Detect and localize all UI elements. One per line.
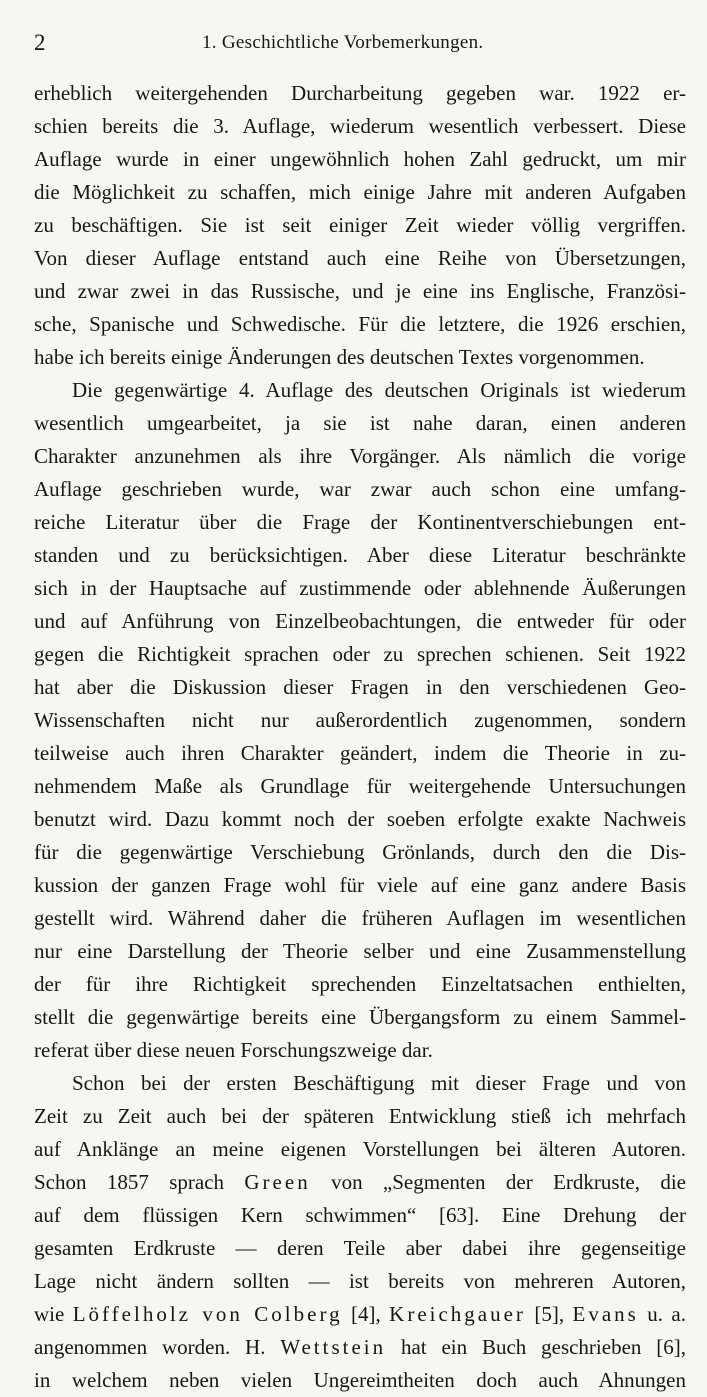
author-name: Evans	[572, 1302, 639, 1326]
text-run: von „Segmenten der Erdkruste, die	[310, 1170, 686, 1194]
author-name: Wettstein	[280, 1335, 387, 1359]
text-line: sche, Spanische und Schwedische. Für die letztere, die 1926 erschien,	[34, 312, 686, 336]
text-line: auf Anklänge an meine eigenen Vorstellungen bei älteren Autoren.	[34, 1137, 686, 1161]
text-line: gegen die Richtigkeit sprachen oder zu sprechen schienen. Seit 1922	[34, 642, 686, 666]
text-line: sich in der Hauptsache auf zustimmende oder ablehnende Äußerungen	[34, 576, 686, 600]
text-line: Zeit zu Zeit auch bei der späteren Entwicklung stieß ich mehrfach	[34, 1104, 686, 1128]
text-line: und auf Anführung von Einzelbeobachtungen, die entweder für oder	[34, 609, 686, 633]
page-number: 2	[34, 30, 46, 55]
page-header	[34, 30, 685, 60]
author-name: Kreichgauer	[389, 1302, 526, 1326]
text-line: in welchem neben vielen Ungereimtheiten doch auch Ahnungen	[34, 1368, 686, 1392]
text-line: Auflage wurde in einer ungewöhnlich hohen Zahl gedruckt, um mir	[34, 147, 686, 171]
text-line: reiche Literatur über die Frage der Kontinentverschiebungen ent-	[34, 510, 686, 534]
text-line: hat aber die Diskussion dieser Fragen in den verschiedenen Geo-	[34, 675, 686, 699]
text-line: zu beschäftigen. Sie ist seit einiger Zeit wieder völlig vergriffen.	[34, 213, 686, 237]
text-run: wie	[34, 1302, 73, 1326]
text-line: nehmendem Maße als Grundlage für weitergehende Untersuchungen	[34, 774, 686, 798]
text-line: habe ich bereits einige Änderungen des deutschen Textes vorgenommen.	[34, 345, 645, 369]
text-line: kussion der ganzen Frage wohl für viele auf eine ganz andere Basis	[34, 873, 686, 897]
text-run: Schon 1857 sprach	[34, 1170, 245, 1194]
text-run: u. a.	[638, 1302, 686, 1326]
text-line: der für ihre Richtigkeit sprechenden Einzeltatsachen enthielten,	[34, 972, 686, 996]
text-line: Schon bei der ersten Beschäftigung mit dieser Frage und von	[72, 1071, 686, 1095]
text-line: nur eine Darstellung der Theorie selber und eine Zusammenstellung	[34, 939, 686, 963]
text-line	[34, 1298, 686, 1331]
text-run: angenommen worden. H.	[34, 1335, 281, 1359]
text-line: erheblich weitergehenden Durcharbeitung gegeben war. 1922 er-	[34, 81, 686, 105]
text-line: Auflage geschrieben wurde, war zwar auch schon eine umfang-	[34, 477, 686, 501]
text-line: und zwar zwei in das Russische, und je eine ins Englische, Französi-	[34, 279, 686, 303]
text-line: benutzt wird. Dazu kommt noch der soeben erfolgte exakte Nachweis	[34, 807, 686, 831]
text-line	[34, 1331, 686, 1364]
text-line: referat über diese neuen Forschungszweige dar.	[34, 1038, 433, 1062]
text-line: wesentlich umgearbeitet, ja sie ist nahe daran, einen anderen	[34, 411, 686, 435]
body-text	[34, 77, 686, 1397]
text-line: für die gegenwärtige Verschiebung Grönlands, durch den die Dis-	[34, 840, 686, 864]
text-line: Charakter anzunehmen als ihre Vorgänger. Als nämlich die vorige	[34, 444, 686, 468]
text-line: auf dem flüssigen Kern schwimmen“ [63]. Eine Drehung der	[34, 1203, 686, 1227]
author-name: Löffelholz von Colberg	[72, 1302, 343, 1326]
text-line: stellt die gegenwärtige bereits eine Übergangsform zu einem Sammel-	[34, 1005, 686, 1029]
author-name: Green	[244, 1170, 311, 1194]
running-head: 1. Geschichtliche Vorbemerkungen.	[202, 32, 484, 53]
text-line: gesamten Erdkruste — deren Teile aber dabei ihre gegenseitige	[34, 1236, 686, 1260]
text-line: die Möglichkeit zu schaffen, mich einige Jahre mit anderen Aufgaben	[34, 180, 686, 204]
text-run: [5],	[525, 1302, 573, 1326]
text-line	[34, 1166, 686, 1199]
text-line: standen und zu berücksichtigen. Aber diese Literatur beschränkte	[34, 543, 686, 567]
text-run: hat ein Buch geschrieben [6],	[386, 1335, 686, 1359]
text-line: Lage nicht ändern sollten — ist bereits von mehreren Autoren,	[34, 1269, 686, 1293]
text-line: gestellt wird. Während daher die früheren Auflagen im wesentlichen	[34, 906, 686, 930]
text-line: schien bereits die 3. Auflage, wiederum wesentlich verbessert. Diese	[34, 114, 686, 138]
text-line: Von dieser Auflage entstand auch eine Reihe von Übersetzungen,	[34, 246, 686, 270]
text-line: teilweise auch ihren Charakter geändert, indem die Theorie in zu-	[34, 741, 686, 765]
text-run: [4],	[342, 1302, 390, 1326]
text-line: Wissenschaften nicht nur außerordentlich zugenommen, sondern	[34, 708, 686, 732]
text-line: Die gegenwärtige 4. Auflage des deutschen Originals ist wiederum	[72, 378, 686, 402]
